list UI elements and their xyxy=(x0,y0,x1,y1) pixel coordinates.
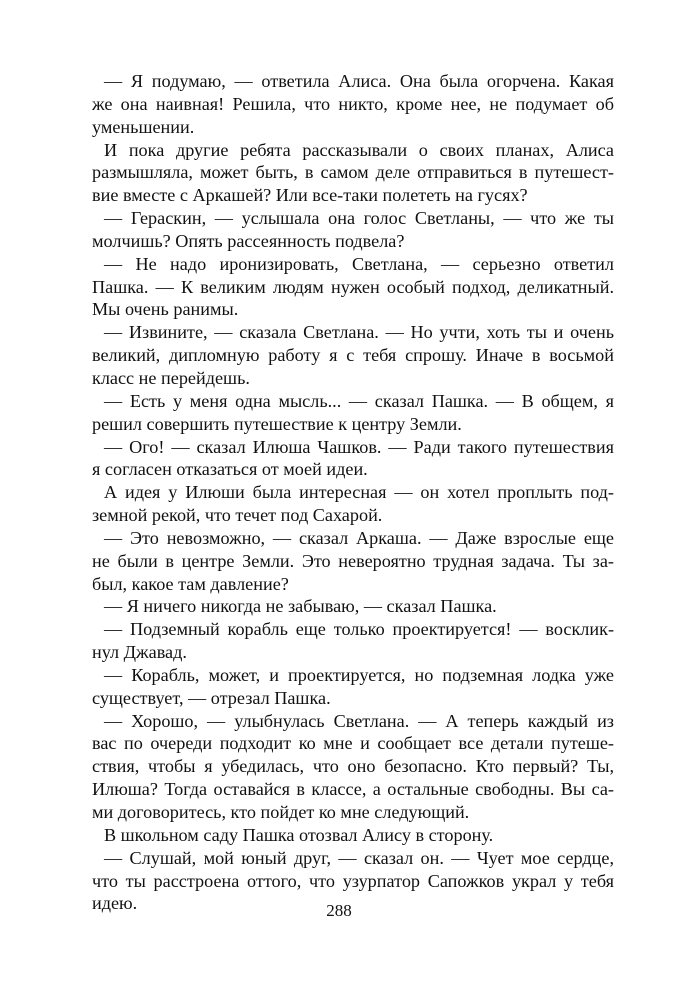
page-number: 288 xyxy=(326,901,352,920)
text-line: — Ого! — сказал Илюша Чашков. — Ради такого путешествия xyxy=(104,436,614,457)
paragraph xyxy=(92,390,614,436)
text-line: решил совершить путешествие к центру Земли. xyxy=(92,413,462,434)
text-line: класс не перейдешь. xyxy=(92,367,250,388)
text-line: — Не надо иронизировать, Светлана, — серьезно ответил xyxy=(104,253,614,274)
text-line: же она наивная! Решила, что никто, кроме нее, не подумает об xyxy=(92,93,614,114)
text-line: существует, — отрезал Пашка. xyxy=(92,687,331,708)
text-line: что ты расстроена оттого, что узурпатор Сапожков украл у тебя xyxy=(92,870,614,891)
text-line: — Извините, — сказала Светлана. — Но учти, хоть ты и очень xyxy=(104,322,614,343)
paragraph xyxy=(92,527,614,596)
paragraph xyxy=(92,70,614,139)
text-line: ми договоритесь, кто пойдет ко мне следующий. xyxy=(92,802,470,822)
text-line: — Хорошо, — улыбнулась Светлана. — А теперь каждый из xyxy=(104,710,614,731)
text-line: был, какое там давление? xyxy=(92,573,289,594)
text-line: размышляла, может быть, в самом деле отправиться в путешест- xyxy=(92,162,614,183)
text-line: — Есть у меня одна мысль... — сказал Пашка. — В общем, я xyxy=(104,390,614,411)
paragraph xyxy=(92,595,614,618)
text-line: я согласен отказаться от моей идеи. xyxy=(92,459,368,480)
paragraph xyxy=(92,481,614,527)
text-line: И пока другие ребята рассказывали о своих планах, Алиса xyxy=(104,139,614,160)
text-line: — Гераскин, — услышала она голос Светланы, — что же ты xyxy=(104,208,614,229)
book-page-text xyxy=(92,70,614,915)
paragraph xyxy=(92,321,614,390)
paragraph xyxy=(92,824,614,847)
text-line: молчишь? Опять рассеянность подвела? xyxy=(92,230,405,251)
text-line: А идея у Илюши была интересная — он хотел проплыть под- xyxy=(104,482,614,503)
text-line: — Корабль, может, и проектируется, но подземная лодка уже xyxy=(104,664,614,685)
text-line: не были в центре Земли. Это невероятно трудная задача. Ты за- xyxy=(92,550,614,571)
text-line: — Это невозможно, — сказал Аркаша. — Даже взрослые еще xyxy=(104,527,614,548)
text-line: — Я ничего никогда не забываю, — сказал Пашка. xyxy=(104,596,497,617)
paragraph xyxy=(92,207,614,253)
text-line: Пашка. — К великим людям нужен особый подход, деликатный. xyxy=(92,276,614,297)
text-line: — Я подумаю, — ответила Алиса. Она была огорчена. Какая xyxy=(104,71,614,91)
text-line: ствия, чтобы я убедилась, что оно безопасно. Кто первый? Ты, xyxy=(92,756,614,777)
paragraph xyxy=(92,664,614,710)
text-line: — Подземный корабль еще только проектируется! — восклик- xyxy=(104,619,614,640)
text-line: нул Джавад. xyxy=(92,642,187,663)
text-line: Илюша? Тогда оставайся в классе, а остальные свободны. Вы са- xyxy=(92,779,614,800)
paragraph xyxy=(92,436,614,482)
text-line: — Слушай, мой юный друг, — сказал он. — Чует мое сердце, xyxy=(104,847,614,868)
paragraph xyxy=(92,618,614,664)
paragraph xyxy=(92,253,614,322)
text-line: Мы очень ранимы. xyxy=(92,299,239,320)
paragraph xyxy=(92,710,614,824)
text-line: земной рекой, что течет под Сахарой. xyxy=(92,505,383,526)
text-line: идею. xyxy=(92,893,138,914)
text-line: вас по очереди подходит ко мне и сообщает все детали путеше- xyxy=(92,733,614,754)
text-line: уменьшении. xyxy=(92,116,195,137)
text-line: вие вместе с Аркашей? Или все-таки полететь на гусях? xyxy=(92,185,528,206)
paragraph xyxy=(92,139,614,208)
text-line: великий, дипломную работу я с тебя спрошу. Иначе в восьмой xyxy=(92,345,614,366)
text-line: В школьном саду Пашка отозвал Алису в сторону. xyxy=(104,824,494,845)
